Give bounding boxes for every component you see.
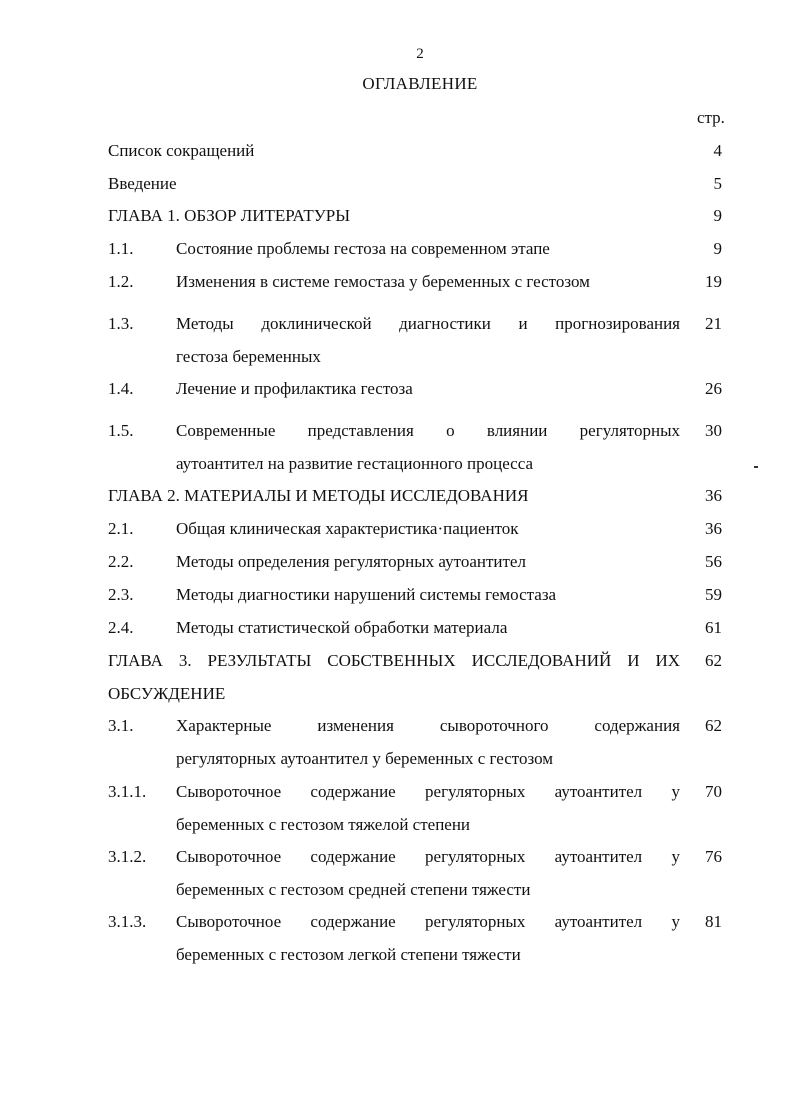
toc-entry-2-4: [108, 611, 722, 644]
toc-entry-text: ГЛАВА 2. МАТЕРИАЛЫ И МЕТОДЫ ИССЛЕДОВАНИЯ: [108, 486, 529, 505]
toc-entry-text-continued: ОБСУЖДЕНИЕ: [108, 684, 226, 703]
toc-entry-page: 56: [705, 552, 722, 571]
toc-entry-text: Список сокращений: [108, 141, 255, 160]
toc-entry-text-continued: аутоантител на развитие гестационного процесса: [176, 454, 534, 473]
toc-entry-number: 3.1.1.: [108, 782, 147, 801]
toc-entry-page: 9: [713, 239, 722, 258]
toc-entry-text: Сывороточное содержание регуляторных аутоантител у: [176, 847, 680, 866]
toc-entry-page: 19: [705, 272, 722, 291]
toc-entry-number: 1.2.: [108, 272, 134, 291]
toc-entry-page: 30: [705, 421, 722, 440]
toc-entry-text: Изменения в системе гемостаза у беременных с гестозом: [176, 272, 590, 291]
page-title: ОГЛАВЛЕНИЕ: [362, 74, 478, 93]
toc-entry-number: 3.1.3.: [108, 912, 147, 931]
toc-entry-1-5: [108, 414, 722, 480]
toc-entry-number: 2.3.: [108, 585, 134, 604]
toc-entry-1-2: [108, 265, 722, 298]
toc-entry-page: 9: [713, 206, 722, 225]
toc-entry-page: 21: [705, 314, 722, 333]
toc-entry-text: ГЛАВА 1. ОБЗОР ЛИТЕРАТУРЫ: [108, 206, 351, 225]
toc-entry-2-3: [108, 578, 722, 611]
toc-entry-text-continued: беременных с гестозом легкой степени тяжести: [176, 945, 521, 964]
toc-entry-text: Состояние проблемы гестоза на современном этапе: [176, 239, 550, 258]
scan-mark: [754, 466, 758, 468]
toc-entry-page: 62: [705, 716, 722, 735]
toc-entry-page: 5: [713, 174, 722, 193]
toc-entry-number: 1.1.: [108, 239, 134, 258]
toc-entry-text: Методы доклинической диагностики и прогнозирования: [176, 314, 680, 333]
toc-entry-page: 62: [705, 651, 722, 670]
toc-entry-text: Характерные изменения сывороточного содержания: [176, 716, 680, 735]
toc-entry-3-1-2: [108, 840, 722, 906]
toc-entry-text-continued: беременных с гестозом тяжелой степени: [176, 815, 471, 834]
toc-entry-text: Методы диагностики нарушений системы гемостаза: [176, 585, 557, 604]
page-number: 2: [416, 46, 424, 62]
toc-entry-2-2: [108, 545, 722, 578]
toc-entry-page: 76: [705, 847, 722, 866]
toc-entry-introduction: [108, 167, 722, 200]
toc-entry-text: Сывороточное содержание регуляторных аутоантител у: [176, 782, 680, 801]
toc-entry-number: 3.1.: [108, 716, 134, 735]
toc-entry-number: 2.4.: [108, 618, 134, 637]
toc-entry-abbreviations: [108, 134, 722, 167]
toc-entry-2-1: [108, 512, 722, 545]
toc-entry-1-1: [108, 232, 722, 265]
toc-entry-text-continued: беременных с гестозом средней степени тяжести: [176, 880, 531, 899]
toc-entry-3-1-3: [108, 905, 722, 971]
toc-entry-text: Методы статистической обработки материала: [176, 618, 508, 637]
toc-entry-text: Общая клиническая характеристика·пациенток: [176, 519, 519, 538]
toc-entry-1-4: [108, 372, 722, 405]
toc-entry-page: 4: [713, 141, 722, 160]
toc-entry-chapter-3: [108, 644, 722, 710]
toc-entry-text: Сывороточное содержание регуляторных аутоантител у: [176, 912, 680, 931]
toc-entry-number: 3.1.2.: [108, 847, 147, 866]
toc-entry-number: 2.1.: [108, 519, 134, 538]
toc-entry-page: 61: [705, 618, 722, 637]
toc-entry-page: 70: [705, 782, 722, 801]
toc-entry-text: Введение: [108, 174, 177, 193]
toc-entry-text: ГЛАВА 3. РЕЗУЛЬТАТЫ СОБСТВЕННЫХ ИССЛЕДОВАНИЙ И ИХ: [108, 651, 680, 670]
toc-entry-text-continued: регуляторных аутоантител у беременных с гестозом: [176, 749, 554, 768]
toc-entry-text-continued: гестоза беременных: [176, 347, 321, 366]
toc-entry-page: 36: [705, 486, 722, 505]
toc-entry-page: 26: [705, 379, 722, 398]
toc-entry-page: 81: [705, 912, 722, 931]
toc-entry-number: 1.4.: [108, 379, 134, 398]
toc-entry-page: 59: [705, 585, 722, 604]
toc-entry-chapter-2: [108, 479, 722, 512]
toc-entry-3-1-1: [108, 775, 722, 841]
toc-entry-1-3: [108, 307, 722, 373]
page-column-label: стр.: [697, 108, 725, 127]
toc-entry-text: Современные представления о влиянии регуляторных: [176, 421, 680, 440]
toc-entry-number: 2.2.: [108, 552, 134, 571]
toc-entry-text: Лечение и профилактика гестоза: [176, 379, 413, 398]
toc-entry-chapter-1: [108, 199, 722, 232]
toc-entry-3-1: [108, 709, 722, 775]
toc-entry-number: 1.3.: [108, 314, 134, 333]
toc-entry-number: 1.5.: [108, 421, 134, 440]
toc-entry-page: 36: [705, 519, 722, 538]
toc-entry-text: Методы определения регуляторных аутоантител: [176, 552, 526, 571]
